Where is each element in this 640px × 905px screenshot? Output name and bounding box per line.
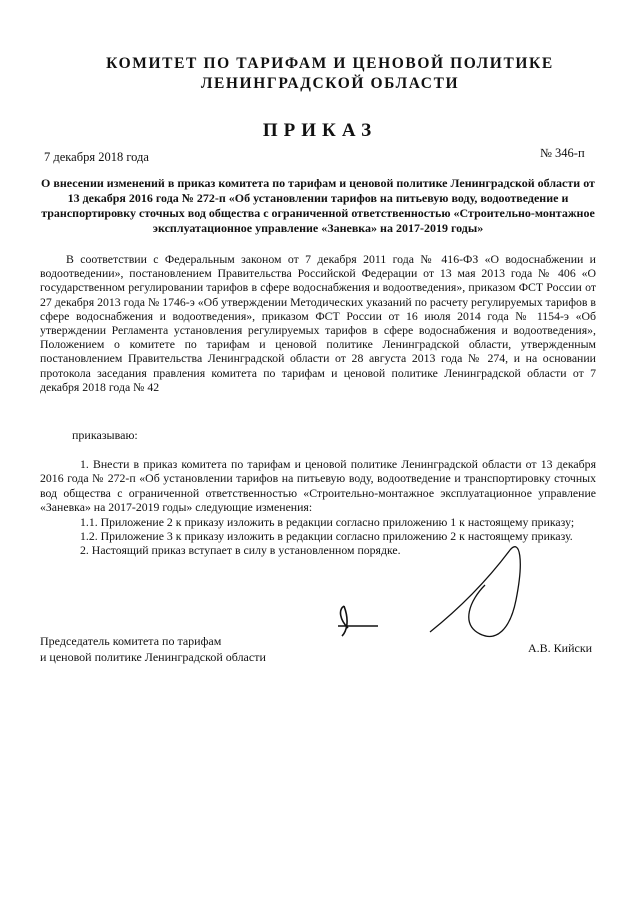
signatory-position-line-1: Председатель комитета по тарифам [40, 634, 222, 648]
order-item-1-1: 1.1. Приложение 2 к приказу изложить в редакции согласно приложению 1 к настоящему приказу; [80, 514, 575, 529]
org-line-1: КОМИТЕТ ПО ТАРИФАМ И ЦЕНОВОЙ ПОЛИТИКЕ [106, 55, 554, 72]
order-word: приказываю: [72, 428, 138, 442]
order-item-1-2: 1.2. Приложение 3 к приказу изложить в редакции согласно приложению 2 к настоящему приказу. [80, 529, 573, 544]
order-item-1: 1. Внести в приказ комитета по тарифам и ценовой политике Ленинградской области от 13 декабря 2016 года № 272-п «Об установлении тарифов на питьевую воду, водоотведение и транспортировку сточных вод общества с ограниченной ответственностью «Строительно-монтажное эксплуатационное управление «Заневка» на 2017-2019 годы» следующие изменения: [40, 457, 596, 515]
document-date: 7 декабря 2018 года [44, 150, 149, 164]
organization-header [60, 54, 600, 94]
order-item-2: 2. Настоящий приказ вступает в силу в установленном порядке. [80, 543, 401, 558]
signatory-name: А.В. Кийски [528, 641, 593, 655]
document-number: № 346-п [540, 146, 585, 160]
signatory-position [40, 633, 340, 665]
document-subject: О внесении изменений в приказ комитета по тарифам и ценовой политике Ленинградской области от 13 декабря 2016 года № 272-п «Об установлении тарифов на питьевую воду, водоотведение и транспортировку сточных вод общества с ограниченной ответственностью «Строительно-монтажное эксплуатационное управление «Заневка» на 2017-2019 годы» [41, 176, 595, 235]
preamble-paragraph: В соответствии с Федеральным законом от 7 декабря 2011 года № 416-ФЗ «О водоснабжении и водоотведении», постановлением Правительства Российской Федерации от 13 мая 2013 года № 406 «О государственном регулировании тарифов в сфере водоснабжения и водоотведения», приказом ФСТ России от 27 декабря 2013 года № 1746-э «Об утверждении Методических указаний по расчету регулируемых тарифов в сфере водоснабжения и водоотведения», приказом ФСТ России от 16 июля 2014 года № 1154-э «Об утверждении Регламента установления регулируемых тарифов в сфере водоснабжения и водоотведения», Положением о комитете по тарифам и ценовой политике Ленинградской области, утвержденным постановлением Правительства Ленинградской области от 28 августа 2013 года № 274, и на основании протокола заседания правления комитета по тарифам и ценовой политике Ленинградской области от 7 декабря 2018 года № 42 [40, 252, 596, 394]
document-type: ПРИКАЗ [262, 120, 378, 141]
signatory-position-line-2: и ценовой политике Ленинградской области [40, 650, 266, 664]
org-line-2: ЛЕНИНГРАДСКОЙ ОБЛАСТИ [200, 75, 460, 92]
